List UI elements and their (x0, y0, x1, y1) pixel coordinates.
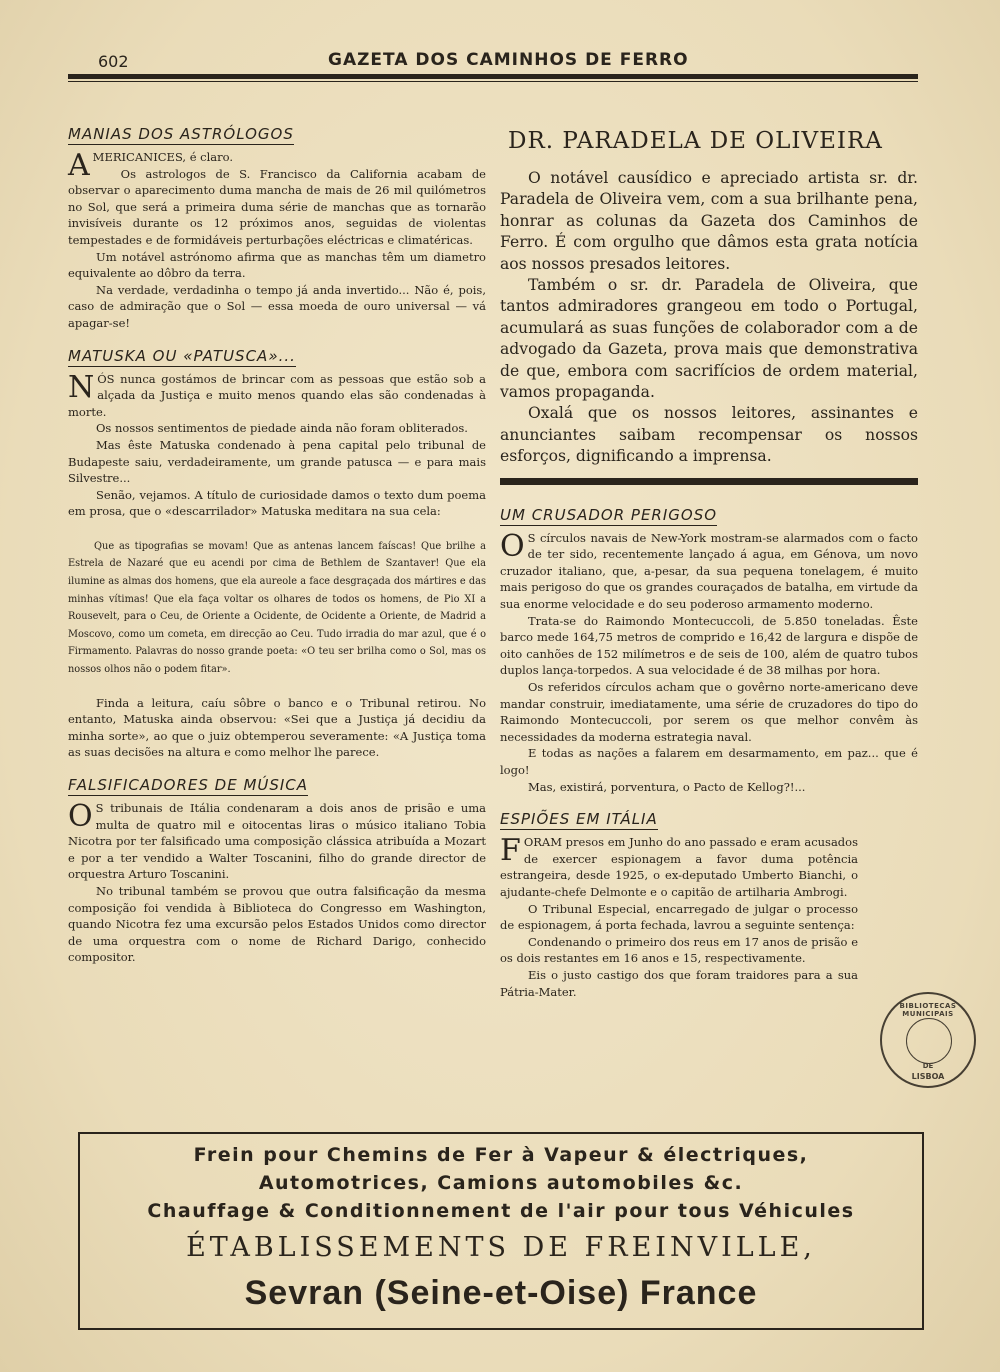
drop-cap: N (68, 369, 95, 405)
article-title: FALSIFICADORES DE MÚSICA (68, 776, 309, 794)
article-title: UM CRUSADOR PERIGOSO (500, 505, 718, 524)
drop-cap: F (500, 833, 521, 869)
lead-text: S tribunais de Itália condenaram a dois anos de prisão e uma multa de quatro mil e oitocentas liras o músico italiano Tobia Nicotra por ter falsificado uma composição clássica atribuída a Mozart e por a ter vendido a Walter Toscanini, filho do grande director de orquestra Arturo Toscanini. (68, 801, 486, 882)
page-header (68, 48, 918, 88)
paragraph: E todas as nações a falarem em desarmamento, em paz... que é logo! (500, 746, 918, 777)
lead-text: S círculos navais de New-York mostram-se alarmados com o facto de ter sido, recentemente lançado á agua, em Génova, um novo cruzador italiano, que, a-pesar, da sua pequena tonelagem, é muito mais perigoso do que os grandes couraçados de batalha, em virtude da sua enorme velocidade e do seu poderoso armamento moderno. (500, 530, 918, 612)
paragraph: Na verdade, verdadinha o tempo já anda invertido... Não é, pois, caso de admiração que o Sol — essa moeda de ouro universal — vá apagar-se! (68, 282, 486, 330)
lead-text: MERICANICES, é claro. (92, 150, 234, 164)
paragraph: O Tribunal Especial, encarregado de julgar o processo de espionagem, á porta fechada, lavrou a seguinte sentença: (500, 901, 858, 933)
paragraph: Um notável astrónomo afirma que as manchas têm um diametro equivalente ao dôbro da terra. (68, 249, 486, 281)
article-title: MANIAS DOS ASTRÓLOGOS (68, 125, 294, 143)
article-body (500, 834, 918, 1000)
advertisement-box (78, 1132, 924, 1330)
paragraph: Os astrologos de S. Francisco da California acabam de observar o aparecimento duma mancha de mais de 26 mil quilómetros no Sol, que será a primeira duma série de manchas que as tornarão invisíveis durante os 12 próximos anos, seguidas de violentas tempestades e de formidáveis perturbações eléctricas e climatéricas. (68, 166, 486, 247)
article-headline: DR. PARADELA DE OLIVEIRA (508, 128, 883, 154)
article-body (68, 800, 486, 966)
section-rule (500, 478, 918, 485)
quote-text: Que as tipografias se movam! Que as antenas lancem faíscas! Que brilhe a Estrela de Nazaré que eu acendi por cima de Bethlem de Szantaver! Que ela ilumine as almas dos homens, que ela aureole a face desgraçada dos mártires e das minhas vítimas! Que ela faça voltar os olhares de todos os homens, de Pio XI a Rousevelt, para o Ceu, de Oriente a Ocidente, de Ocidente a Oriente, de Madrid a Moscovo, como um cometa, em direcção ao Ceu. Tudo irradia do mar azul, que é o Firmamento. Palavras do nosso grande poeta: «O teu ser brilha como o Sol, mas os nossos olhos não o podem fitar». (68, 540, 486, 676)
left-column (68, 124, 486, 966)
paragraph: O notável causídico e apreciado artista sr. dr. Paradela de Oliveira vem, com a sua brilhante pena, honrar as colunas da Gazeta dos Caminhos de Ferro. É com orgulho que dâmos esta grata notícia aos nossos presados leitores. (500, 169, 918, 273)
paragraph: Condenando o primeiro dos reus em 17 anos de prisão e os dois restantes em 16 anos e 15, respectivamente. (500, 934, 858, 966)
drop-cap: A (68, 148, 90, 183)
paragraph: Também o sr. dr. Paradela de Oliveira, que tantos admiradores grangeou em todo o Portugal, acumulará as suas funções de colaborador com a de advogado da Gazeta, prova mais que demonstrativa de que, embora com sacrifícios de ordem material, vamos propaganda. (500, 276, 918, 402)
poem-quote (68, 538, 486, 679)
article-cruzador (500, 505, 918, 796)
ad-line-4: ÉTABLISSEMENTS DE FREINVILLE, (186, 1232, 816, 1263)
stamp-bottom-text: LISBOA (911, 1072, 945, 1081)
article-title: ESPIÕES EM ITÁLIA (500, 810, 658, 829)
lead-text: ORAM presos em Junho do ano passado e eram acusados de exercer espionagem a favor duma potência estrangeira, desde 1925, o ex-deputado Umberto Bianchi, o ajudante-chefe Delmonte e o capitão de artilharia Ambrogi. (500, 835, 858, 899)
paragraph: Mas êste Matuska condenado à pena capital pelo tribunal de Budapeste saiu, verdadeiramente, um grande patusca — e para mais Silvestre... (68, 437, 486, 486)
header-rule (68, 74, 918, 79)
article-manias (68, 124, 486, 332)
article-falsificadores (68, 775, 486, 966)
paragraph: Oxalá que os nossos leitores, assinantes e anunciantes saibam recompensar os nossos esforços, dignificando a imprensa. (500, 404, 918, 466)
drop-cap: O (68, 799, 93, 834)
drop-cap: O (500, 528, 525, 564)
article-body (68, 371, 486, 520)
paragraph: Senão, vejamos. A título de curiosidade damos o texto dum poema em prosa, que o «descarrilador» Matuska meditara na sua cela: (68, 487, 486, 519)
article-body (500, 168, 918, 468)
article-matuska (68, 346, 486, 761)
right-column (500, 124, 918, 1000)
ad-line-3: Chauffage & Conditionnement de l'air pour tous Véhicules (147, 1200, 855, 1222)
library-stamp (880, 992, 976, 1088)
article-body (68, 695, 486, 761)
stamp-top-text: BIBLIOTECAS MUNICIPAIS (899, 1002, 957, 1018)
article-body (500, 530, 918, 796)
paragraph: Finda a leitura, caíu sôbre o banco e o Tribunal retirou. No entanto, Matuska ainda observou: «Sei que a Justiça já decidiu da minha sorte», ao que o juiz obtemperou severamente: «A Justiça toma as suas decisões na altura e como melhor lhe parece. (68, 695, 486, 760)
paragraph: No tribunal também se provou que outra falsificação da mesma composição foi vendida à Biblioteca do Congresso em Washington, quando Nicotra fez uma excursão pelos Estados Unidos como director de uma orquestra com o nome de Richard Darigo, conhecido compositor. (68, 883, 486, 965)
paragraph: Eis o justo castigo dos que foram traidores para a sua Pátria-Mater. (500, 967, 858, 999)
article-paradela (500, 128, 918, 485)
lead-text: ÓS nunca gostámos de brincar com as pessoas que estão sob a alçada da Justiça e muito menos quando elas são condenadas à morte. (68, 371, 486, 419)
paragraph: Trata-se do Raimondo Montecuccoli, de 5.850 toneladas. Êste barco mede 164,75 metros de comprido e 16,42 de largura e dispõe de oito canhões de 152 milímetros e de seis de 100, além de quatro tubos duplos lança-torpedos. A sua velocidade é de 38 milhas por hora. (500, 613, 918, 678)
article-espioes (500, 809, 918, 1000)
paragraph: Os nossos sentimentos de piedade ainda não foram obliterados. (96, 421, 468, 436)
ad-line-1: Frein pour Chemins de Fer à Vapeur & électriques, (193, 1144, 809, 1166)
ad-line-5: Sevran (Seine-et-Oise) France (244, 1274, 758, 1312)
ad-line-2: Automotrices, Camions automobiles &c. (258, 1172, 744, 1194)
journal-title: GAZETA DOS CAMINHOS DE FERRO (328, 50, 689, 70)
coat-of-arms-icon (906, 1018, 952, 1064)
article-body (68, 149, 486, 332)
paragraph: Mas, existirá, porventura, o Pacto de Kellog?!... (528, 779, 806, 794)
paragraph: Os referidos círculos acham que o govêrno norte-americano deve mandar construir, imediatamente, uma série de cruzadores do tipo do Raimondo Montecuccoli, por serem os que melhor convêm às necessidades da moderna estrategia naval. (500, 680, 918, 744)
page-number: 602 (98, 52, 129, 71)
article-title: MATUSKA OU «PATUSCA»... (68, 346, 296, 365)
stamp-mid-text: DE (922, 1062, 934, 1070)
header-rule-thin (68, 81, 918, 82)
